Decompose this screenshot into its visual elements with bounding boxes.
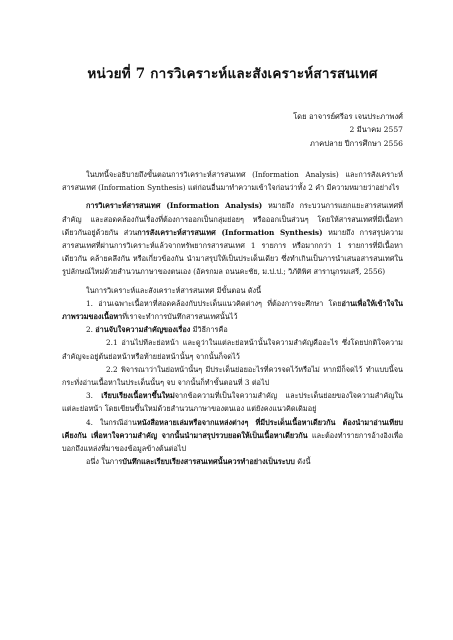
step-4-tail: และต้องทำรายการอ้างอิงเพื่อบอกถึงแหล่งที่มาของข้อมูลข้างต้นต่อไป — [62, 430, 404, 453]
step-3-num: 3. — [86, 391, 102, 401]
closing-note — [62, 455, 403, 468]
document-title: หน่วยที่ 7 การวิเคราะห์และสังเคราะห์สารสนเทศ — [87, 66, 378, 82]
synthesis-term: การสังเคราะห์สารสนเทศ (Information Synthesis) — [137, 227, 323, 237]
analysis-definition: หมายถึง กระบวนการแยกแยะสารสนเทศที่สำคัญ และสอดคล้องกันเรื่องที่ต้องการออกเป็นกลุ่มย่อยๆ หรือออกเป็นส่วนๆ โดยให้สารสนเทศที่มีเนื้อหาเดียวกันอยู่ด้วยกัน — [62, 201, 403, 237]
step-3-tail: จากข้อความที่เป็นใจความสำคัญ และประเด็นย่อยของใจความสำคัญในแต่ละย่อหน้า โดยเขียนขึ้นใหม่ด้วยสำนวนภาษาของตนเอง แต่ยังคงแนวคิดเดิมอยู่ — [62, 391, 403, 414]
step-4-bold: หนังสือหลายเล่มหรือจากแหล่งต่างๆ ที่มีประเด็นเนื้อหาเดียวกัน ต้องนำมาอ่านเทียบเคียงกัน เพื่อหาใจความสำคัญ จากนั้นนำมาสรุปรวบยอดให้เป็นเนื้อหาเดียวกัน — [62, 417, 403, 440]
closing-tail: ดังนี้ — [294, 457, 311, 467]
step-1-text: 1. อ่านเฉพาะเนื้อหาที่สอดคล้องกับประเด็นแนวคิดต่างๆ ที่ต้องการจะศึกษา โดย — [86, 298, 342, 308]
author-line: โดย อาจารย์ศรีอร เจนประภาพงศ์ — [293, 112, 403, 121]
step-2-tail: มีวิธีการคือ — [190, 325, 228, 335]
step-4 — [62, 416, 403, 456]
step-3-bold: เรียบเรียงเนื้อหาขึ้นใหม่ — [101, 391, 175, 401]
step-1 — [62, 297, 403, 323]
step-3 — [62, 389, 403, 415]
analysis-term: การวิเคราะห์สารสนเทศ (Information Analysis) — [86, 201, 263, 211]
closing-text: อนึ่ง ในการ — [86, 457, 123, 467]
intro-paragraph: ในบทนี้จะอธิบายถึงขั้นตอนการวิเคราะห์สารสนเทศ (Information Analysis) และการสังเคราะห์สารสนเทศ (Information Synthesis) แต่ก่อนอื่นมาทำความเข้าใจก่อนว่าทั้ง 2 คำ มีความหมายว่าอย่างไร — [62, 169, 403, 193]
steps-intro: ในการวิเคราะห์และสังเคราะห์สารสนเทศ มีขั้นตอน ดังนี้ — [86, 285, 262, 295]
connector-text: ส่วน — [118, 227, 138, 237]
definition-paragraph — [62, 199, 403, 278]
step-2-bold: อ่านจับใจความสำคัญของเรื่อง — [95, 325, 191, 335]
step-2 — [62, 323, 403, 336]
step-1-tail: ที่เราจะทำการบันทึกสารสนเทศนั้นไว้ — [122, 311, 238, 321]
document-meta — [62, 110, 403, 150]
date-line: 2 มีนาคม 2557 — [349, 125, 403, 135]
closing-bold: บันทึกและเรียบเรียงสารสนเทศนั้นควรทำอย่างเป็นระบบ — [122, 457, 295, 467]
step-2-num: 2. — [86, 325, 96, 335]
step-1-bold: อ่านเพื่อให้เข้าใจในภาพรวมของเนื้อหา — [62, 298, 403, 321]
step-2-1: 2.1 อ่านไปทีละย่อหน้า และดูว่าในแต่ละย่อหน้านั้นใจความสำคัญคืออะไร ซึ่งโดยปกติใจความสำคัญจะอยู่ต้นย่อหน้าหรือท้ายย่อหน้านั้นๆ จากนั้นก็จดไว้ — [62, 338, 403, 361]
step-2-2: 2.2 พิจารณาว่าในย่อหน้านั้นๆ มีประเด็นย่อยอะไรที่ควรจดไว้หรือไม่ หากมีก็จดไว้ ทำแบบนี้จนกระทั่งอ่านเนื้อหาในประเด็นนั้นๆ จบ จากนั้นก็ทำขั้นตอนที่ 3 ต่อไป — [62, 364, 403, 387]
synthesis-definition: หมายถึง การสรุปความสารสนเทศที่ผ่านการวิเคราะห์แล้วจากทรัพยากรสารสนเทศ 1 รายการ หรือมากกว่า 1 รายการที่มีเนื้อหาเดียวกัน คล้ายคลึงกัน หรือเกี่ยวข้องกัน นำมาสรุปให้เป็นประเด็นเดียว ซึ่งทำเกินเป็นการนำเสนอสารสนเทศในรูปลักษณ์ใหม่ด้วยสำนวนภาษาของตนเอง (อัครกมล ถนนคะชัย, ม.ป.ป.; วิภัติพิศ สารานุกรมเสรี, 2556) — [62, 227, 404, 277]
term-line: ภาคปลาย ปีการศึกษา 2556 — [309, 138, 403, 148]
document-body — [62, 168, 403, 468]
step-4-text: 4. ในกรณีอ่าน — [86, 417, 137, 427]
